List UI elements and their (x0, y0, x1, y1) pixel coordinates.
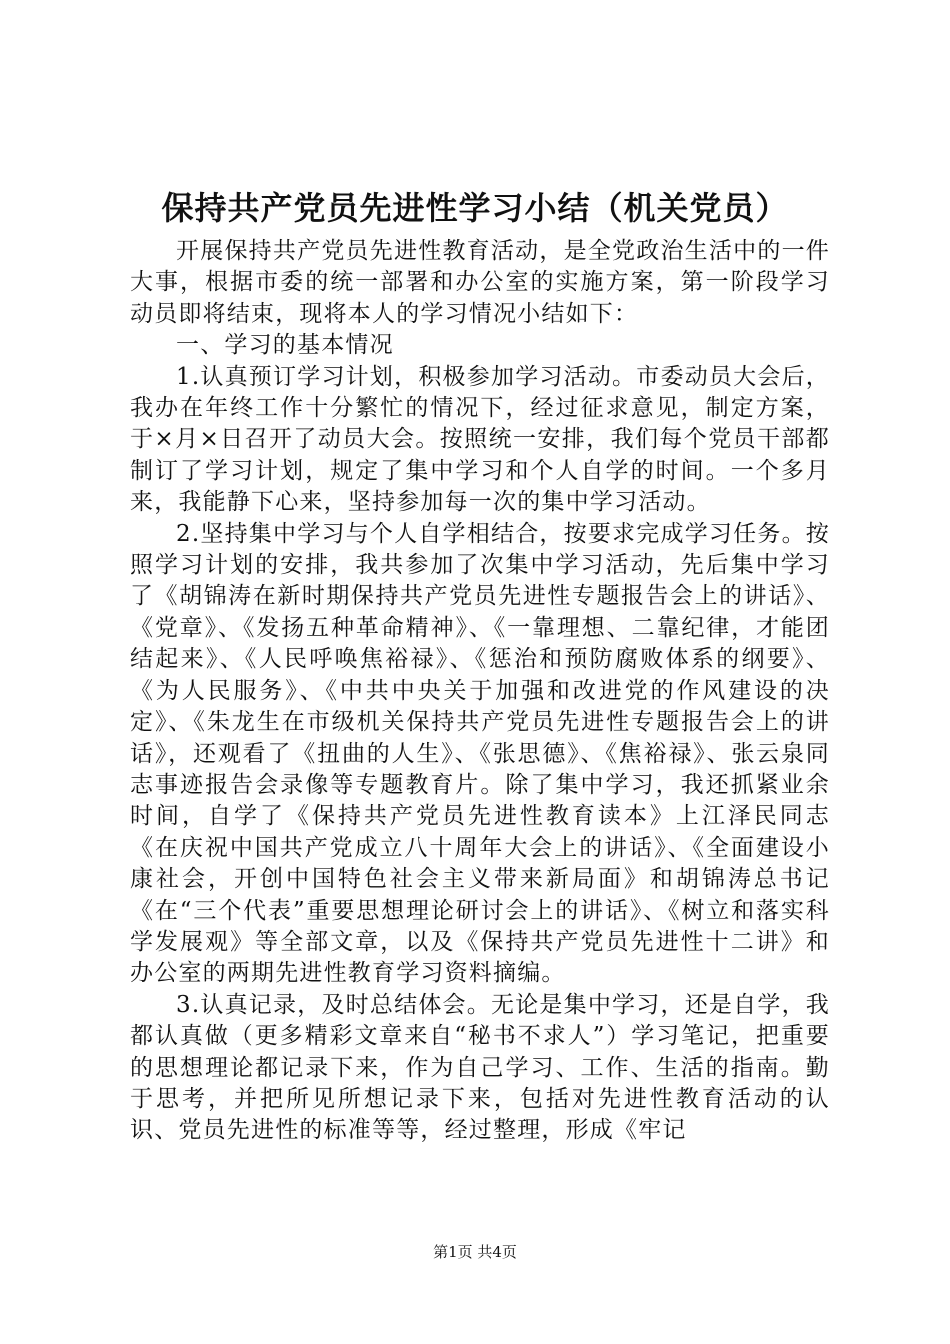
paragraph-intro: 开展保持共产党员先进性教育活动，是全党政治生活中的一件大事，根据市委的统一部署和办公室的实施方案，第一阶段学习动员即将结束，现将本人的学习情况小结如下： (130, 238, 830, 327)
document-title: 保持共产党员先进性学习小结（机关党员） (161, 189, 789, 227)
page-number: 第1页 共4页 (433, 1243, 517, 1261)
paragraph-item-2: 2.坚持集中学习与个人自学相结合，按要求完成学习任务。按照学习计划的安排，我共参加了次集中学习活动，先后集中学习了《胡锦涛在新时期保持共产党员先进性专题报告会上的讲话》、《党章》、《发扬五种革命精神》、《一靠理想、二靠纪律，才能团结起来》、《人民呼唤焦裕禄》、《惩治和预防腐败体系的纲要》、《为人民服务》、《中共中央关于加强和改进党的作风建设的决定》、《朱龙生在市级机关保持共产党员先进性专题报告会上的讲话》，还观看了《扭曲的人生》、《张思德》、《焦裕禄》、张云泉同志事迹报告会录像等专题教育片。除了集中学习，我还抓紧业余时间，自学了《保持共产党员先进性教育读本》上江泽民同志《在庆祝中国共产党成立八十周年大会上的讲话》、《全面建设小康社会，开创中国特色社会主义带来新局面》和胡锦涛总书记《在“三个代表”重要思想理论研讨会上的讲话》、《树立和落实科学发展观》等全部文章，以及《保持共产党员先进性十二讲》和办公室的两期先进性教育学习资料摘编。 (130, 520, 830, 987)
paragraph-item-3: 3.认真记录，及时总结体会。无论是集中学习，还是自学，我都认真做（更多精彩文章来自“秘书不求人”）学习笔记，把重要的思想理论都记录下来，作为自己学习、工作、生活的指南。勤于思考，并把所见所想记录下来，包括对先进性教育活动的认识、党员先进性的标准等等，经过整理，形成《牢记 (130, 991, 830, 1144)
document-body (130, 236, 830, 1147)
section-heading: 一、学习的基本情况 (176, 332, 394, 359)
paragraph-item-1: 1.认真预订学习计划，积极参加学习活动。市委动员大会后，我办在年终工作十分繁忙的情况下，经过征求意见，制定方案，于×月×日召开了动员大会。按照统一安排，我们每个党员干部都制订了学习计划，规定了集中学习和个人自学的时间。一个多月来，我能静下心来，坚持参加每一次的集中学习活动。 (130, 363, 830, 516)
